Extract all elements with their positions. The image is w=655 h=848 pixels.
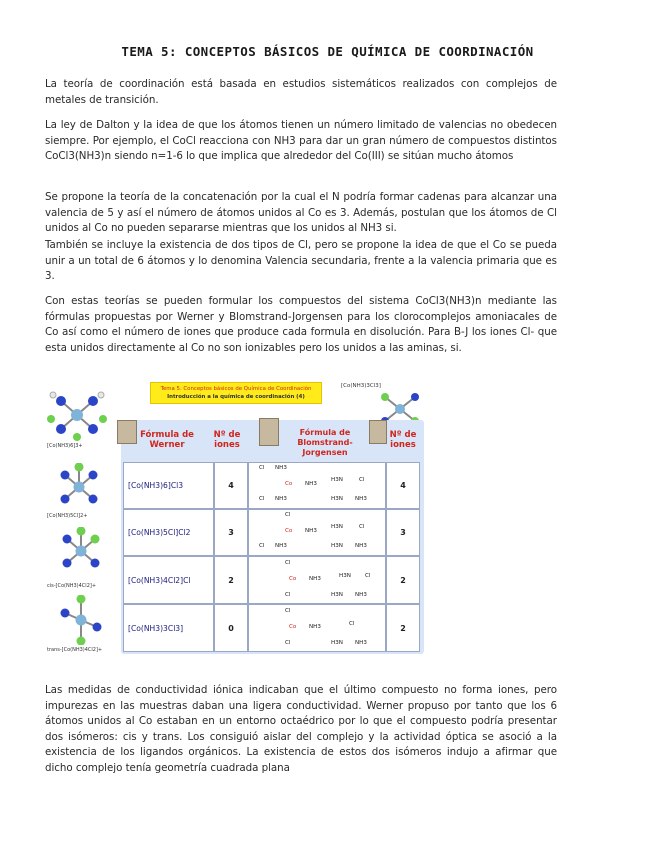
r1-nh3-a: NH3 [275,465,287,471]
r1-cl-a: Cl [259,465,265,471]
row-1-bj-ions: 4 [386,462,420,509]
r2-h3n-b: H3N [331,543,343,549]
werner-portrait [117,420,137,444]
r1-nh3-b: NH3 [305,481,317,487]
r1-co: Co [285,481,293,487]
r3-nh3-a: NH3 [309,576,321,582]
paragraph-dalton: La ley de Dalton y la idea de que los átomos tienen un número limitado de valencias no obedecen siempre. Por ejemplo, el CoCl reacciona con NH3 para dar un gran número de compuestos distintos CoCl3(NH3)n siendo n=1-6 lo que implica que alrededor del Co(III) se sitúan mucho átomos [45,119,557,163]
r4-nh3-b: NH3 [355,640,367,646]
molecule-cis-image [55,527,107,575]
molecule-label-3: cis-[Co(NH3)4Cl2]+ [47,583,97,589]
molecule-co-nh3-6-image [47,389,107,441]
row-2-bj [248,509,386,556]
row-2-bj-ions: 3 [386,509,420,556]
r3-cl-b: Cl [365,573,371,579]
row-2-werner-ions: 3 [214,509,248,556]
r4-cl-a: Cl [285,608,291,614]
row-1-bj [248,462,386,509]
r3-h3n-b: H3N [331,592,343,598]
row-1-werner: [Co(NH3)6]Cl3 [123,462,214,509]
figure-header-line2: Introducción a la química de coordinación (4) [167,394,305,400]
r1-nh3-d: NH3 [355,496,367,502]
r3-h3n: H3N [339,573,351,579]
r2-cl-a: Cl [285,512,291,518]
r1-nh3-c: NH3 [275,496,287,502]
row-2-werner: [Co(NH3)5Cl]Cl2 [123,509,214,556]
figure-header [150,382,322,404]
header-werner: Fórmula de Werner [140,430,194,450]
r1-cl-b: Cl [359,477,365,483]
header-werner-ions: Nº de iones [213,430,241,450]
molecule-label-2: [Co(NH3)5Cl]2+ [47,513,88,519]
r3-nh3-b: NH3 [355,592,367,598]
row-4-bj-ions: 2 [386,604,420,652]
paragraph-secondary-valence: También se incluye la existencia de dos tipos de Cl, pero se propone la idea de que el Co se pueda unir a un total de 6 átomos y lo denomina Valencia secundaria, frente a la valencia primaria que es 3. [45,239,557,283]
r1-h3n: H3N [331,477,343,483]
row-3-bj [248,556,386,604]
r2-nh3-a: NH3 [305,528,317,534]
figure-top-label: [Co(NH3)3Cl3] [341,383,381,389]
paragraph-intro: La teoría de coordinación está basada en estudios sistemáticos realizados con complejos de metales de transición. [45,78,557,106]
formula-table [121,420,424,654]
molecule-label-4: trans-[Co(NH3)4Cl2]+ [47,647,103,653]
r4-h3n: H3N [331,640,343,646]
r2-cl-c: Cl [259,543,265,549]
r4-co: Co [289,624,297,630]
molecule-trans-image [55,595,107,645]
r1-h3n-b: H3N [331,496,343,502]
r3-co: Co [289,576,297,582]
r2-co: Co [285,528,293,534]
r4-cl-b: Cl [349,621,355,627]
paragraph-conductivity: Las medidas de conductividad iónica indicaban que el último compuesto no forma iones, pero impurezas en las muestras daban una ligera conductividad. Werner propuso por tanto que los 6 átomos unidos al Co estaban en un entorno octaédrico por lo que el compuesto podría presentar dos isómeros: cis y trans. Los consiguió aislar del complejo y la actividad óptica se asoció a la existencia de los ligandos orgánicos. La existencia de estos dos isómeros indujo a afirmar que dicho complejo tenía geometría cuadrada plana [45,684,557,774]
paragraph-formulas: Con estas teorías se pueden formular los compuestos del sistema CoCl3(NH3)n mediante las fórmulas propuestas por Werner y Blomstrand-Jorgensen para los clorocomplejos amoniacales de Co así como el número de iones que produce cada formula en disolución. Para B-J los iones Cl- que esta unidos directamente al Co no son ionizables pero los unidos a las aminas, si. [45,295,557,354]
coordination-figure [45,377,427,659]
row-1-werner-ions: 4 [214,462,248,509]
row-4-bj [248,604,386,652]
jorgensen-portrait [369,420,387,444]
r2-nh3-c: NH3 [355,543,367,549]
header-bj: Fórmula de Blomstrand-Jorgensen [297,428,353,457]
molecule-label-1: [Co(NH3)6]3+ [47,443,83,449]
r2-nh3-b: NH3 [275,543,287,549]
row-4-werner: [Co(NH3)3Cl3] [123,604,214,652]
r4-cl-c: Cl [285,640,291,646]
r3-cl-a: Cl [285,560,291,566]
r2-h3n: H3N [331,524,343,530]
row-3-werner: [Co(NH3)4Cl2]Cl [123,556,214,604]
r1-cl-c: Cl [259,496,265,502]
header-bj-ions: Nº de iones [389,430,417,450]
molecule-co-nh3-5-cl-image [53,463,105,511]
page-title: TEMA 5: CONCEPTOS BÁSICOS DE QUÍMICA DE COORDINACIÓN [121,44,534,59]
figure-header-line1: Tema 5. Conceptos básicos de Química de Coordinación [160,386,312,392]
paragraph-concatenation: Se propone la teoría de la concatenación por la cual el N podría formar cadenas para alcanzar una valencia de 5 y así el número de átomos unidos al Co es 3. Además, postulan que los átomos de Cl unidos al Co no pueden separarse mientras que los unidos al NH3 si. [45,191,557,235]
row-3-bj-ions: 2 [386,556,420,604]
r4-nh3-a: NH3 [309,624,321,630]
r3-cl-c: Cl [285,592,291,598]
r2-cl-b: Cl [359,524,365,530]
row-4-werner-ions: 0 [214,604,248,652]
row-3-werner-ions: 2 [214,556,248,604]
